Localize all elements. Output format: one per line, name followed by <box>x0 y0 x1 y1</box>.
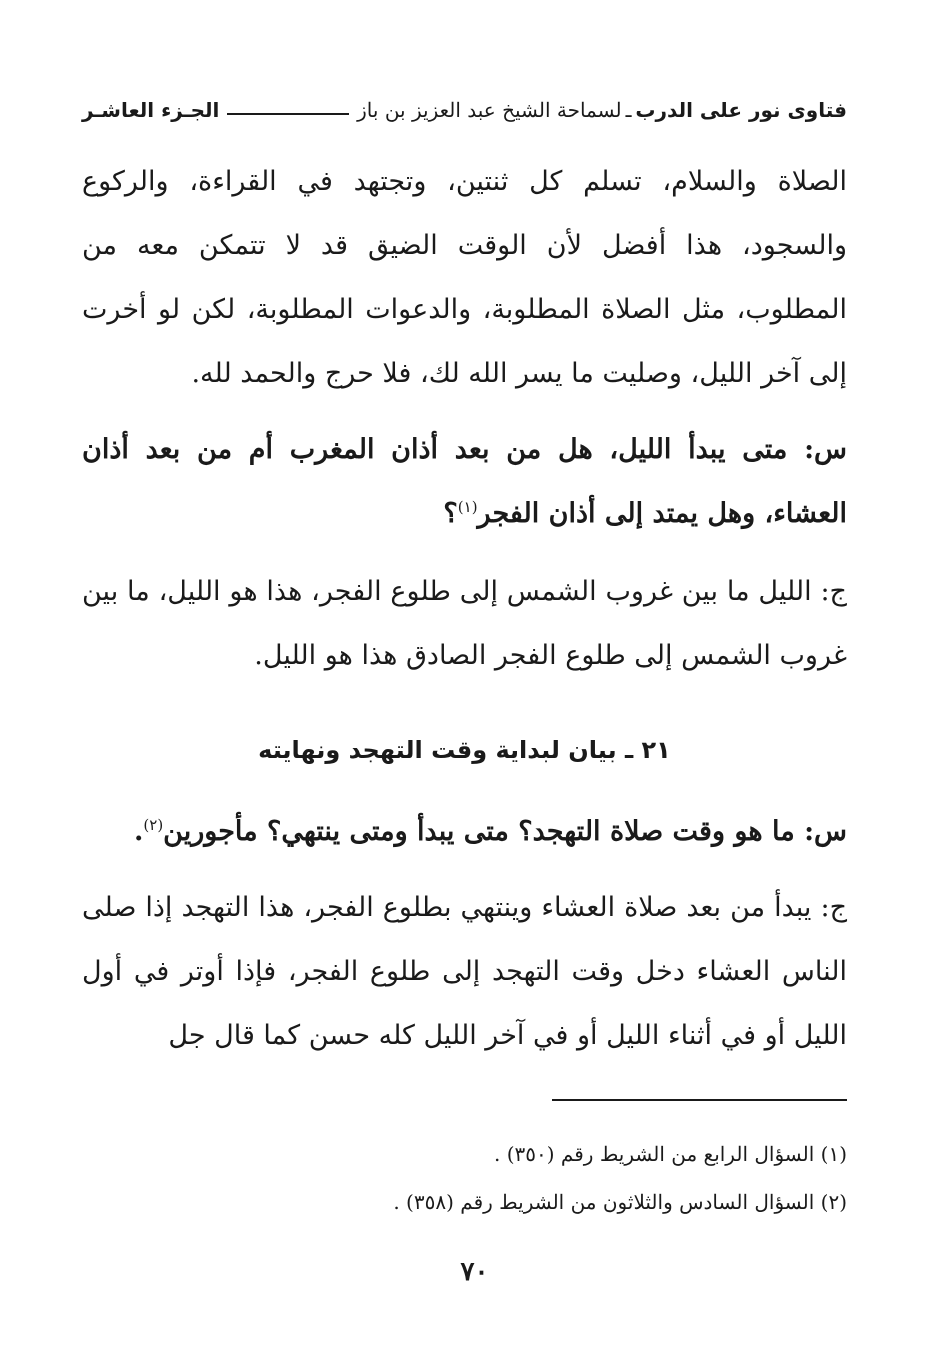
footnote-1: (١) السؤال الرابع من الشريط رقم (٣٥٠) . <box>494 1142 847 1166</box>
footnote-2: (٢) السؤال السادس والثلاثون من الشريط رقم (٣٥٨) . <box>393 1190 847 1214</box>
question-2-end-mark: . <box>133 816 144 847</box>
section-heading: ٢١ ـ بيان لبداية وقت التهجد ونهايته <box>258 736 671 764</box>
continued-paragraph: الصلاة والسلام، تسلم كل ثنتين، وتجتهد في القراءة، والركوع والسجود، هذا أفضل لأن الوقت الضيق قد لا تتمكن معه من المطلوب، مثل الصلاة المطلوبة، والدعوات المطلوبة، لكن لو أخرت إلى آخر الليل، وصليت ما يسر الله لك، فلا حرج والحمد لله. <box>82 166 847 389</box>
question-1 <box>82 418 847 546</box>
question-2 <box>82 800 847 864</box>
header-rule <box>227 113 349 115</box>
header-author: لسماحة الشيخ عبد العزيز بن باز <box>357 98 622 122</box>
footnote-ref-1: (١) <box>457 498 478 516</box>
question-2-text: س: ما هو وقت صلاة التهجد؟ متى يبدأ ومتى ينتهي؟ مأجورين <box>163 816 847 847</box>
volume-label: الجـزء العاشـر <box>82 98 220 122</box>
book-title: فتاوى نور على الدرب <box>635 98 847 122</box>
answer-2: ج: يبدأ من بعد صلاة العشاء وينتهي بطلوع الفجر، هذا التهجد إذا صلى الناس العشاء دخل وقت التهجد إلى طلوع الفجر، فإذا أوتر في أول الليل أو في أثناء الليل أو في آخر الليل كله حسن كما قال جل <box>82 892 847 1051</box>
header-separator: ـ <box>625 98 632 122</box>
question-1-text: س: متى يبدأ الليل، هل من بعد أذان المغرب أم من بعد أذان العشاء، وهل يمتد إلى أذان الفجر <box>82 434 847 529</box>
running-header <box>82 90 847 130</box>
question-1-end-mark: ؟ <box>443 498 458 529</box>
page-number: ٧٠ <box>460 1257 489 1287</box>
answer-1: ج: الليل ما بين غروب الشمس إلى طلوع الفجر، هذا هو الليل، ما بين غروب الشمس إلى طلوع الفجر الصادق هذا هو الليل. <box>82 576 847 671</box>
footnote-ref-2: (٢) <box>143 816 164 834</box>
